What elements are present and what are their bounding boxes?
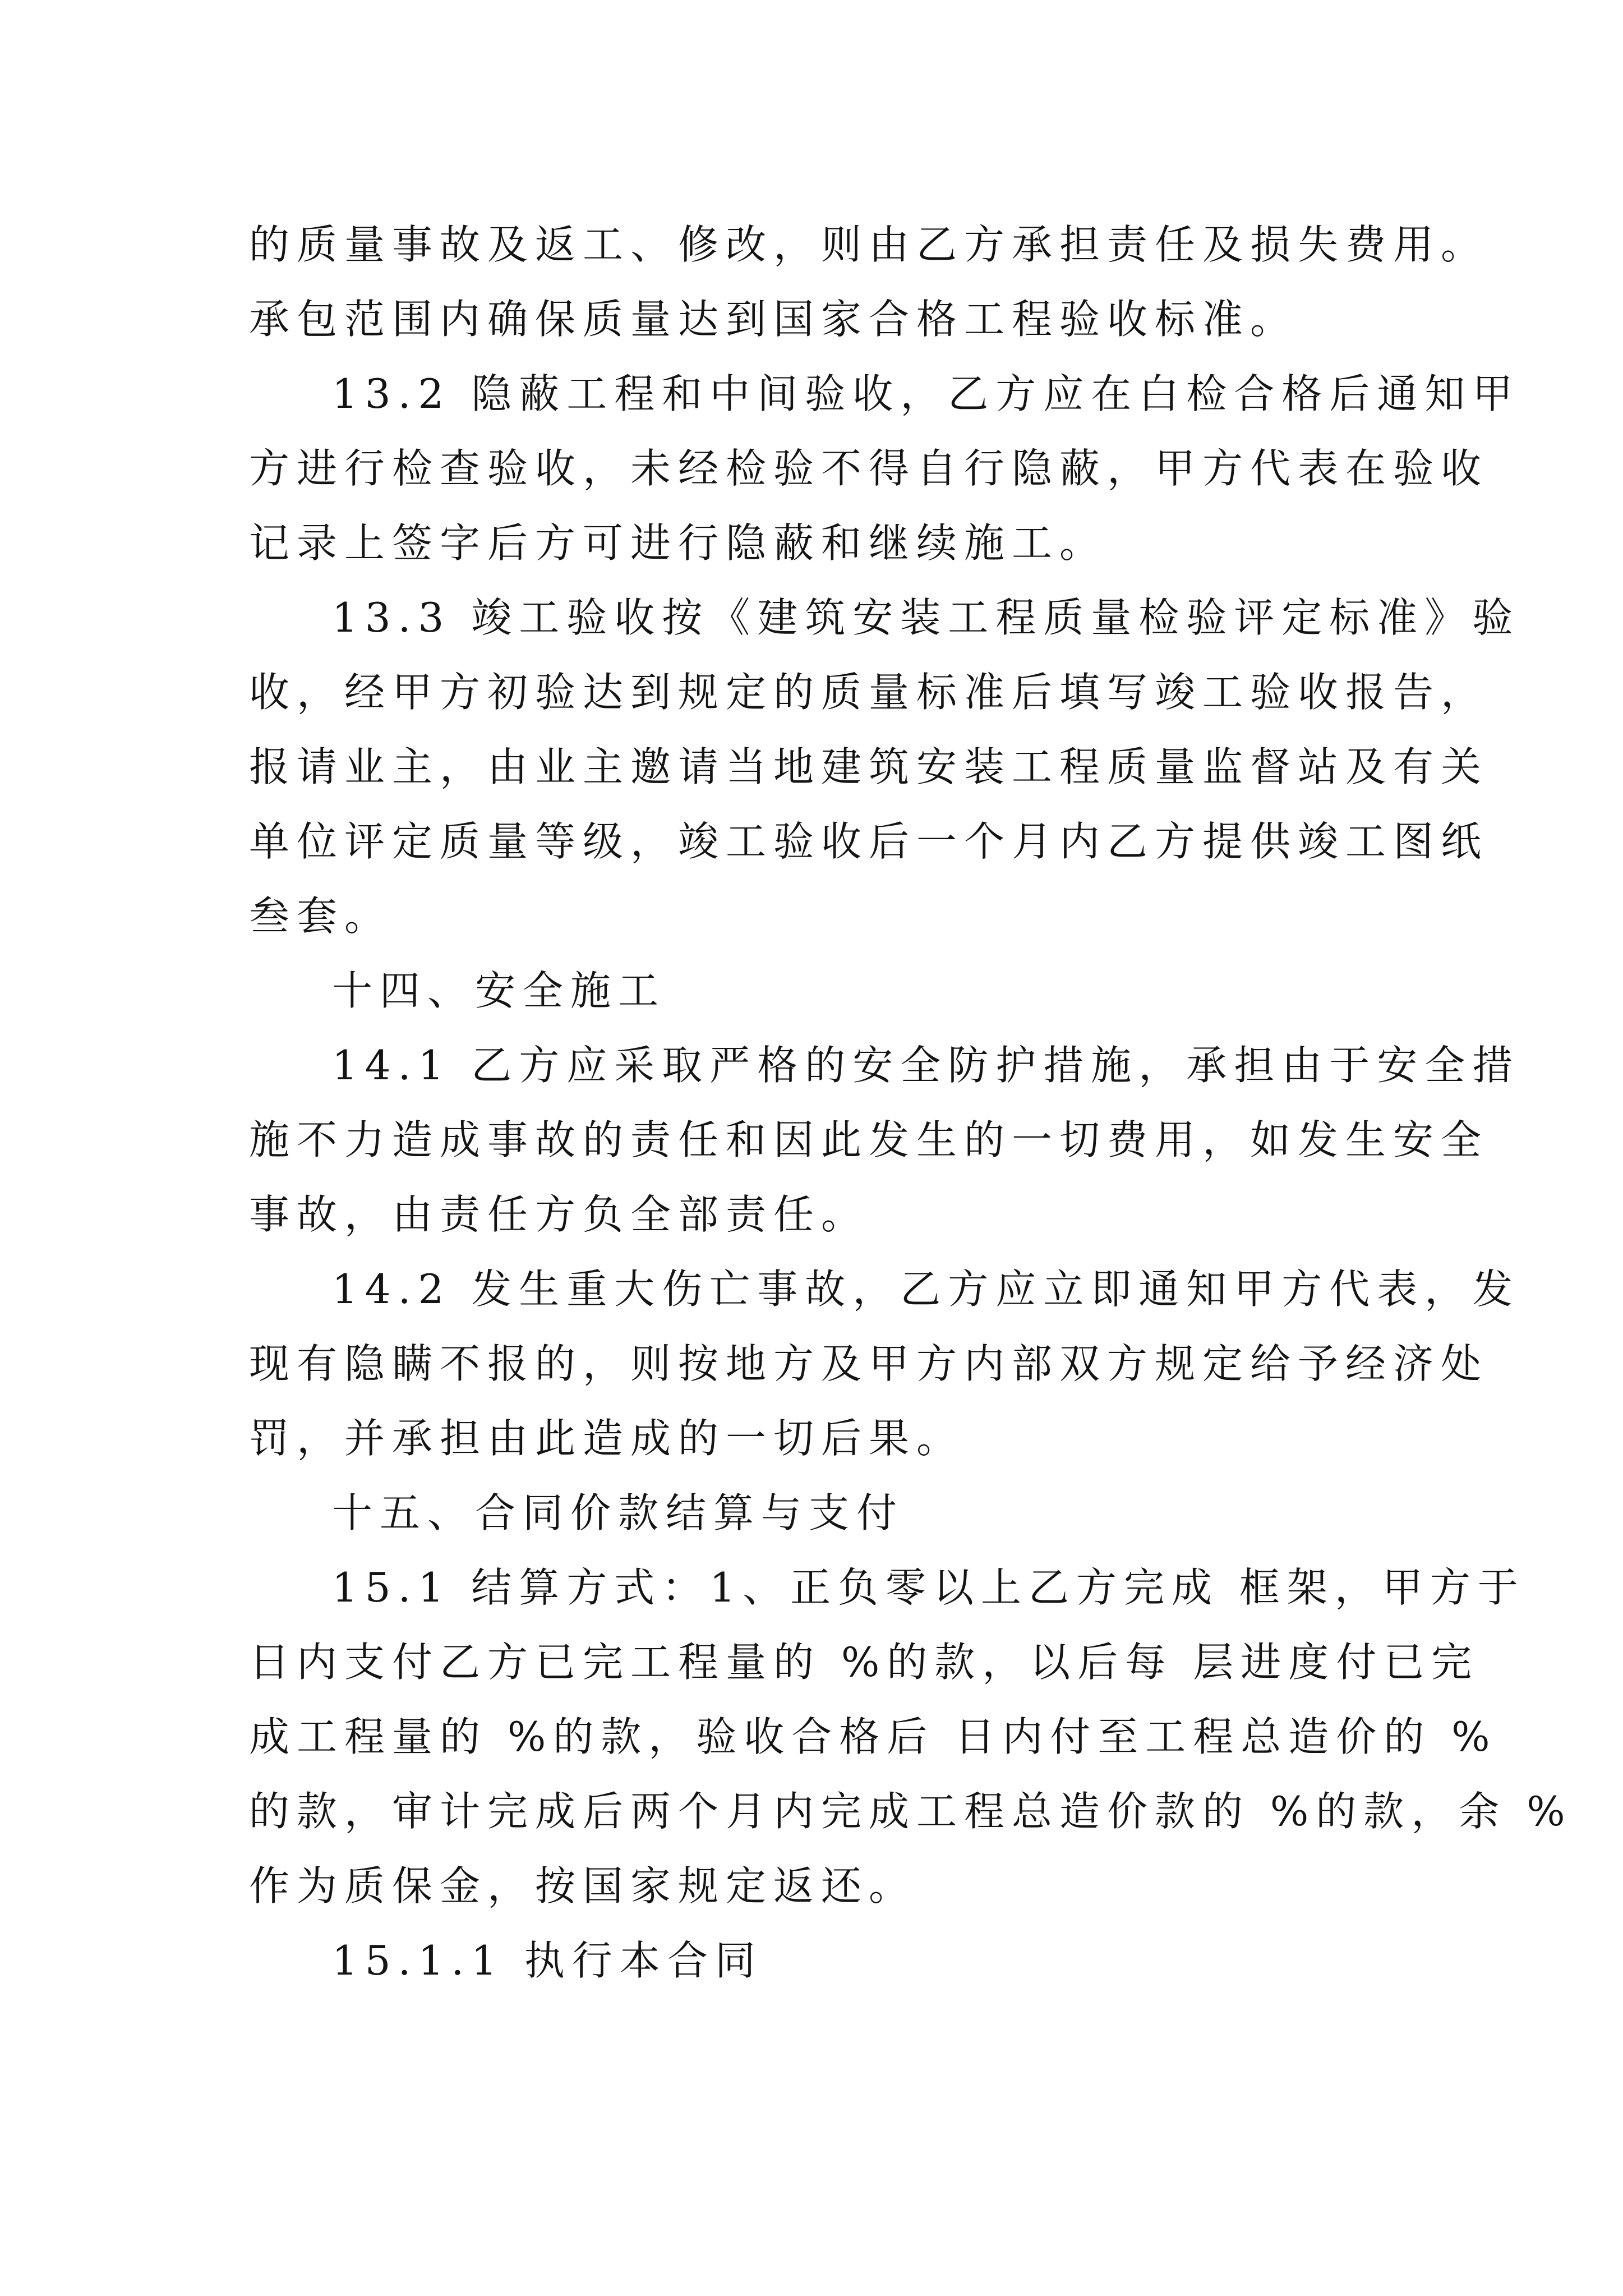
text-line: 作为质保金，按国家规定返还。: [249, 1862, 917, 1910]
text-line: 事故，由责任方负全部责任。: [249, 1191, 869, 1238]
clause-13-3: 13.3 竣工验收按《建筑安装工程质量检验评定标准》验: [332, 594, 1520, 641]
text-line: 的质量事故及返工、修改，则由乙方承担责任及损失费用。: [249, 221, 1489, 268]
section-heading-14: 十四、安全施工: [332, 967, 666, 1014]
clause-13-2: 13.2 隐蔽工程和中间验收，乙方应在白检合格后通知甲: [332, 370, 1520, 417]
text-line: 方进行检查验收，未经检验不得自行隐蔽，甲方代表在验收: [249, 445, 1489, 492]
text-line: 成工程量的 %的款，验收合格后 日内付至工程总造价的 %: [249, 1713, 1497, 1760]
clause-14-2: 14.2 发生重大伤亡事故，乙方应立即通知甲方代表，发: [332, 1266, 1520, 1313]
text-line: 的款，审计完成后两个月内完成工程总造价款的 %的款，余 %: [249, 1788, 1573, 1835]
clause-15-1: 15.1 结算方式：1、正负零以上乙方完成 框架，甲方于: [332, 1564, 1525, 1611]
text-line: 记录上签字后方可进行隐蔽和继续施工。: [249, 519, 1108, 567]
clause-15-1-1: 15.1.1 执行本合同: [332, 1937, 763, 1984]
text-line: 单位评定质量等级，竣工验收后一个月内乙方提供竣工图纸: [249, 818, 1489, 865]
text-line: 收，经甲方初验达到规定的质量标准后填写竣工验收报告，: [249, 669, 1489, 716]
text-line: 叁套。: [249, 892, 393, 940]
text-line: 现有隐瞒不报的，则按地方及甲方内部双方规定给予经济处: [249, 1340, 1489, 1387]
text-line: 罚，并承担由此造成的一切后果。: [249, 1415, 965, 1462]
text-line: 报请业主，由业主邀请当地建筑安装工程质量监督站及有关: [249, 743, 1489, 790]
text-line: 日内支付乙方已完工程量的 %的款，以后每 层进度付已完: [249, 1639, 1479, 1686]
clause-14-1: 14.1 乙方应采取严格的安全防护措施，承担由于安全措: [332, 1042, 1520, 1089]
text-line: 承包范围内确保质量达到国家合格工程验收标准。: [249, 296, 1298, 343]
text-line: 施不力造成事故的责任和因此发生的一切费用，如发生安全: [249, 1116, 1489, 1163]
section-heading-15: 十五、合同价款结算与支付: [332, 1489, 905, 1536]
